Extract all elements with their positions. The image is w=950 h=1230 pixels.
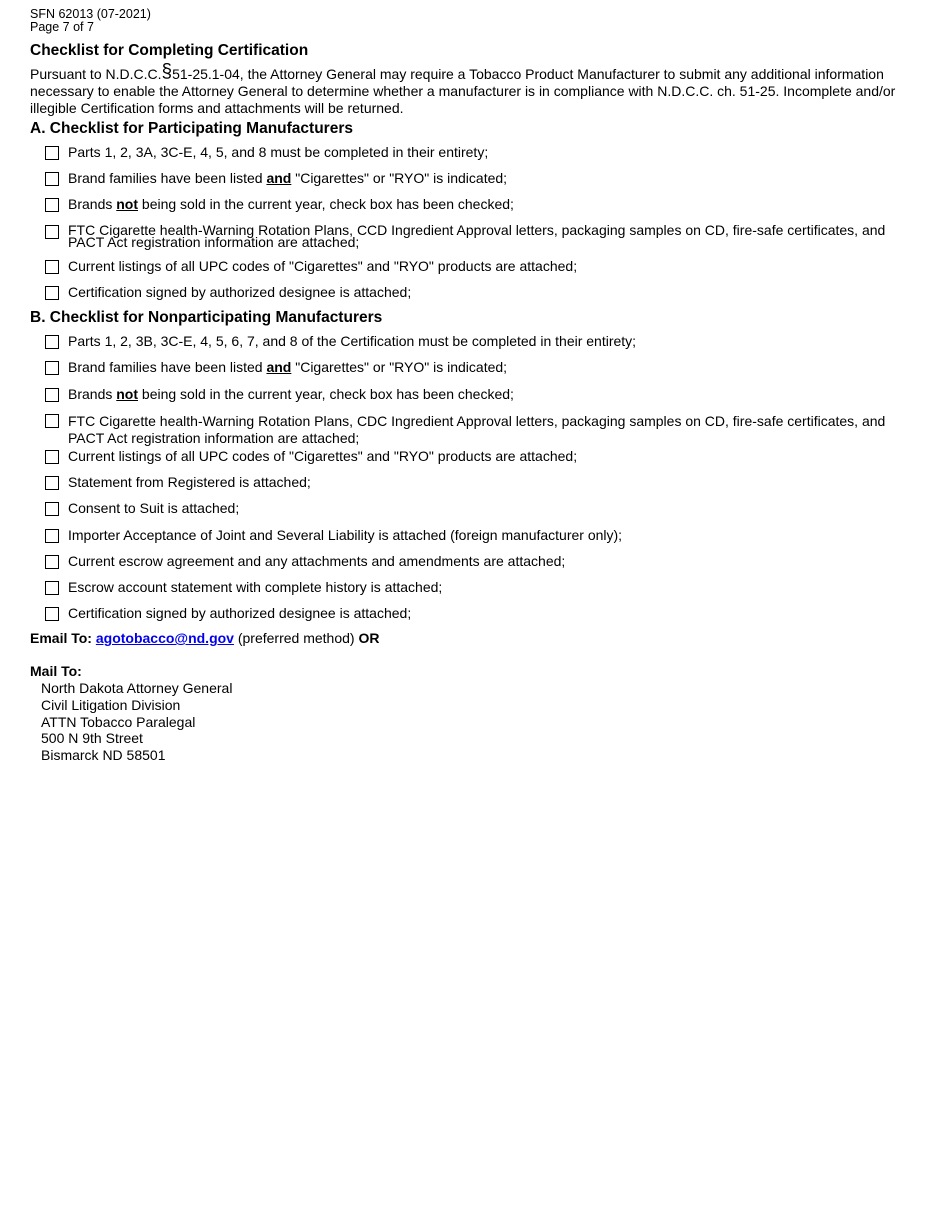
checklist-item-text: Escrow account statement with complete history is attached; [68, 579, 443, 595]
checklist-item-text: Current listings of all UPC codes of "Cigarettes" and "RYO" products are attached; [68, 258, 578, 274]
checklist-item-text: Consent to Suit is attached; [68, 500, 240, 516]
email-line [30, 630, 379, 647]
checkbox[interactable] [45, 286, 59, 300]
mail-label: Mail To: [30, 663, 82, 679]
email-label: Email To: [30, 630, 92, 646]
checklist-item-text [68, 360, 903, 375]
email-or: OR [358, 630, 380, 646]
mailing-address [41, 680, 232, 764]
address-line: Bismarck ND 58501 [41, 747, 166, 764]
checklist-item-text: FTC Cigarette health-Warning Rotation Plans, CDC Ingredient Approval letters, packaging samples on CD, fire-safe certificates, and PACT Act registration information are attached; [68, 413, 886, 446]
checklist-item-text: Certification signed by authorized designee is attached; [68, 284, 412, 300]
address-line: Civil Litigation Division [41, 696, 181, 713]
item-text-emphasis: and [266, 170, 292, 186]
item-text-post: being sold in the current year, check box has been checked; [138, 386, 514, 402]
checkbox[interactable] [45, 388, 59, 402]
item-text-pre: Brands [68, 196, 117, 212]
item-text-pre: Brand families have been listed [68, 170, 267, 186]
checkbox[interactable] [45, 260, 59, 274]
checklist-item-text: Current escrow agreement and any attachments and amendments are attached; [68, 553, 566, 569]
page-title: Checklist for Completing Certification [30, 42, 309, 59]
intro-pre: Pursuant to N.D.C.C. [30, 66, 162, 82]
checkbox[interactable] [45, 146, 59, 160]
checkbox[interactable] [45, 225, 59, 239]
item-text-pre: Brand families have been listed [68, 359, 267, 375]
section-a-title: A. Checklist for Participating Manufacturers [30, 120, 353, 137]
checklist-item-text [68, 171, 903, 186]
address-line: North Dakota Attorney General [41, 680, 233, 696]
email-link[interactable]: agotobacco@nd.gov [95, 630, 234, 646]
checkbox[interactable] [45, 607, 59, 621]
email-note: (preferred method) [237, 630, 355, 646]
checkbox[interactable] [45, 361, 59, 375]
intro-paragraph [30, 63, 910, 117]
checklist-item-text: Parts 1, 2, 3B, 3C-E, 4, 5, 6, 7, and 8 of the Certification must be completed in their entirety; [68, 333, 637, 349]
intro-post: 51-25.1-04, the Attorney General may require a Tobacco Product Manufacturer to submit any additional information necessary to enable the Attorney General to determine whether a manufacturer is in compliance with N.D.C.C. ch. 51-25. Incomplete and/or illegible Certification forms and attachments will be returned. [30, 66, 896, 116]
checklist-item-text: Certification signed by authorized designee is attached; [68, 605, 412, 621]
checklist-item-text: Current listings of all UPC codes of "Cigarettes" and "RYO" products are attached; [68, 448, 578, 464]
item-text-emphasis: and [266, 359, 292, 375]
checkbox[interactable] [45, 502, 59, 516]
item-text-post: "Cigarettes" or "RYO" is indicated; [291, 170, 508, 186]
item-text-post: "Cigarettes" or "RYO" is indicated; [291, 359, 508, 375]
item-text-emphasis: not [116, 386, 139, 402]
item-text-pre: Brands [68, 386, 117, 402]
checkbox[interactable] [45, 555, 59, 569]
item-text-post: being sold in the current year, check box has been checked; [138, 196, 514, 212]
checklist-item-text [68, 197, 903, 212]
checkbox[interactable] [45, 450, 59, 464]
checklist-item-text: Statement from Registered is attached; [68, 474, 311, 490]
checklist-item-text: FTC Cigarette health-Warning Rotation Plans, CCD Ingredient Approval letters, packaging samples on CD, fire-safe certificates, and PACT Act registration information are attached; [68, 222, 886, 250]
checkbox[interactable] [45, 476, 59, 490]
form-id: SFN 62013 (07-2021) [30, 7, 151, 21]
checkbox[interactable] [45, 172, 59, 186]
checklist-item-text: Importer Acceptance of Joint and Several Liability is attached (foreign manufacturer only); [68, 527, 623, 543]
checkbox[interactable] [45, 581, 59, 595]
checkbox[interactable] [45, 414, 59, 428]
checkbox[interactable] [45, 529, 59, 543]
section-symbol: § [161, 61, 173, 82]
checkbox[interactable] [45, 198, 59, 212]
checkbox[interactable] [45, 335, 59, 349]
section-b-title: B. Checklist for Nonparticipating Manufacturers [30, 309, 383, 326]
item-text-emphasis: not [116, 196, 139, 212]
address-line: 500 N 9th Street [41, 730, 143, 747]
address-line: ATTN Tobacco Paralegal [41, 713, 196, 730]
page-number: Page 7 of 7 [30, 20, 94, 34]
checklist-item-text [68, 387, 903, 402]
checklist-item-text: Parts 1, 2, 3A, 3C-E, 4, 5, and 8 must be completed in their entirety; [68, 144, 489, 160]
